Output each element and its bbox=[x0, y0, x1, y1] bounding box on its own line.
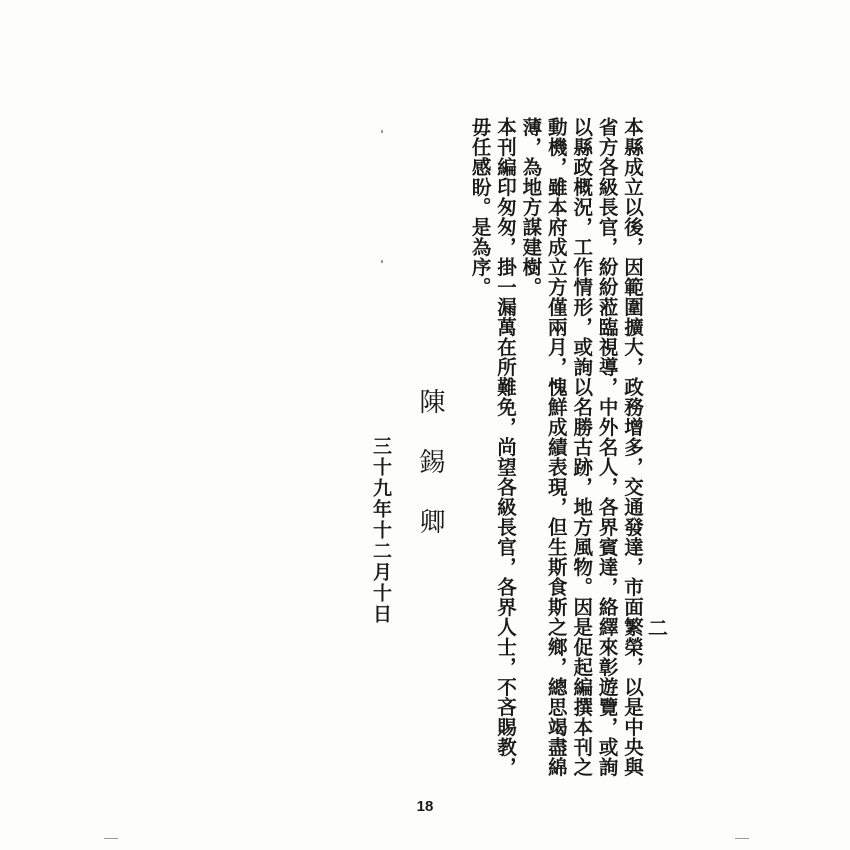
gutter-dot bbox=[381, 260, 383, 263]
binding-mark-left-top bbox=[104, 838, 118, 839]
preface-date: 三十九年十二月十日 bbox=[370, 436, 392, 625]
gutter-dot bbox=[381, 130, 383, 133]
preface-paragraph-2: 本刊編印匆匆，掛一漏萬在所難免，尚望各級長官，各界人士，不吝賜教，毋任感盼。是為序。 bbox=[468, 117, 517, 777]
page-number: 18 bbox=[416, 798, 434, 815]
section-marker: 二 bbox=[648, 616, 668, 640]
binding-mark-right-bottom bbox=[735, 838, 749, 839]
preface-paragraph-1: 本縣成立以後，因範圍擴大，政務增多，交通發達，市面繁榮，以是中央與省方各級長官，紛紛蒞臨視導，中外名人，各界賓達，絡繹來彰遊覽，或詢以縣政概況，工作情形，或詢以名勝古跡，地方風物。因是促起編撰本刊之動機，雖本府成立方僅兩月，愧鮮成績表現，但生斯食斯之鄉，總思竭盡綿薄，為地方謀建樹。 bbox=[519, 117, 644, 777]
preface-body bbox=[467, 78, 645, 788]
author-signature: 陳錫卿 bbox=[415, 388, 445, 568]
